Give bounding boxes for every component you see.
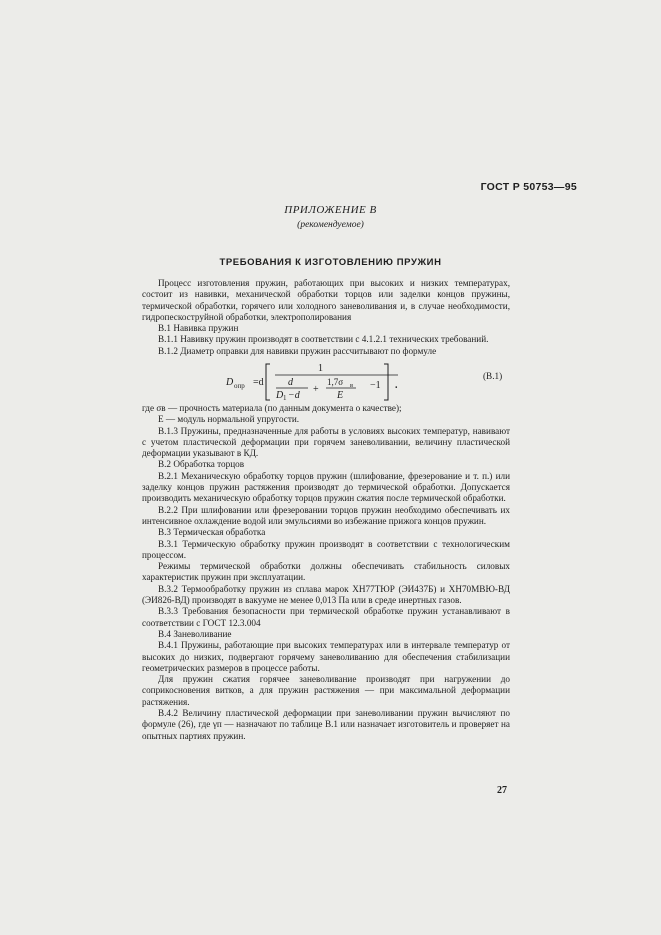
- paragraph: Режимы термической обработки должны обеспечивать стабильность силовых характеристик пружин при эксплуатации.: [142, 561, 510, 583]
- right-bracket: [384, 364, 388, 400]
- paragraph: В.1.2 Диаметр оправки для навивки пружин рассчитывают по формуле: [158, 345, 437, 356]
- standard-code: ГОСТ Р 50753—95: [480, 181, 577, 193]
- paragraph: В.3.2 Термообработку пружин из сплава марок ХН77ТЮР (ЭИ437Б) и ХН70МВЮ-ВД (ЭИ826-ВД) производят в вакууме не менее 0,013 Па или в среде инертных газов.: [142, 583, 510, 606]
- paragraph: В.2.2 При шлифовании или фрезеровании торцов пружин необходимо обеспечивать их интенсивное охлаждение водой или эмульсиями во избежание прижога концов пружин.: [142, 504, 510, 526]
- paragraph: где σв — прочность материала (по данным документа о качестве);: [142, 403, 402, 413]
- formula-d: d: [288, 377, 293, 388]
- paragraph: В.1.3 Пружины, предназначенные для работы в условиях высоких температур, навивают с учетом пластической деформации при горячем заневоливании, величину пластической деформации указывают в КД.: [142, 425, 510, 459]
- formula-lhs-sub: опр: [234, 382, 245, 390]
- formula-k-sub: в: [350, 382, 354, 389]
- formula-one: 1: [318, 363, 323, 374]
- paragraph: В.2 Обработка торцов: [158, 459, 245, 470]
- paragraph: E — модуль нормальной упругости.: [158, 414, 300, 425]
- paragraph: В.1 Навивка пружин: [158, 323, 239, 334]
- page-number: 27: [497, 785, 507, 796]
- left-bracket: [266, 364, 270, 400]
- section-title: ТРЕБОВАНИЯ К ИЗГОТОВЛЕНИЮ ПРУЖИН: [219, 257, 442, 268]
- formula-dot: .: [395, 380, 398, 391]
- formula-eq: =d: [253, 377, 264, 388]
- formula-d1-sub: 1: [283, 394, 287, 402]
- formula-minus-d: −d: [288, 390, 300, 401]
- paragraph: В.3.1 Термическую обработку пружин производят в соответствии с технологическим процессом.: [142, 538, 510, 560]
- formula-d1: D: [276, 390, 284, 401]
- appendix-title: ПРИЛОЖЕНИЕ В: [284, 204, 377, 216]
- paragraph: В.4 Заневоливание: [158, 628, 232, 639]
- paragraph: В.3.3 Требования безопасности при термической обработке пружин устанавливают в соответствии с ГОСТ 12.3.004: [142, 606, 510, 628]
- paragraph: В.4.2 Величину пластической деформации при заневоливании пружин вычисляют по формуле (26), где γп — назначают по таблице В.1 или назначает изготовитель и проверяет на опытных партиях пружин.: [142, 708, 510, 741]
- paragraph: Процесс изготовления пружин, работающих при высоких и низких температурах, состоит из навивки, механической обработки торцов или заделки концов пружины, термической обработки, горячего или холодного заневоливания и, в случае необходимости, гидропескоструйной обработки, электрополирования: [142, 278, 510, 322]
- formula-e: E: [337, 390, 344, 401]
- formula-b1: [224, 362, 424, 402]
- formula-plus: +: [313, 384, 319, 395]
- equation-number: (В.1): [483, 371, 503, 381]
- text-block-bottom: [142, 403, 510, 742]
- formula-lhs: D: [226, 377, 234, 388]
- formula-minus-one: −1: [370, 380, 381, 391]
- paragraph: В.1.1 Навивку пружин производят в соответствии с 4.1.2.1 технических требований.: [158, 334, 489, 345]
- text-block-top: [142, 278, 510, 357]
- appendix-subtitle: (рекомендуемое): [297, 220, 364, 230]
- paragraph: В.2.1 Механическую обработку торцов пружин (шлифование, фрезерование и т. п.) или заделку концов пружин растяжения производят до термической обработки. Допускается производить механическую обработку торцов пружин сжатия после термической обработки.: [142, 470, 510, 504]
- formula-k: 1,7σ: [327, 377, 344, 387]
- paragraph: В.3 Термическая обработка: [158, 527, 266, 538]
- paragraph: В.4.1 Пружины, работающие при высоких температурах или в интервале температур от высоких до низких, подвергают горячему заневоливанию для обеспечения стабилизации геометрических размеров в процессе работы.: [142, 640, 510, 673]
- paragraph: Для пружин сжатия горячее заневоливание производят при нагружении до соприкосновения витков, а для пружин растяжения — при максимальной деформации растяжения.: [142, 674, 510, 707]
